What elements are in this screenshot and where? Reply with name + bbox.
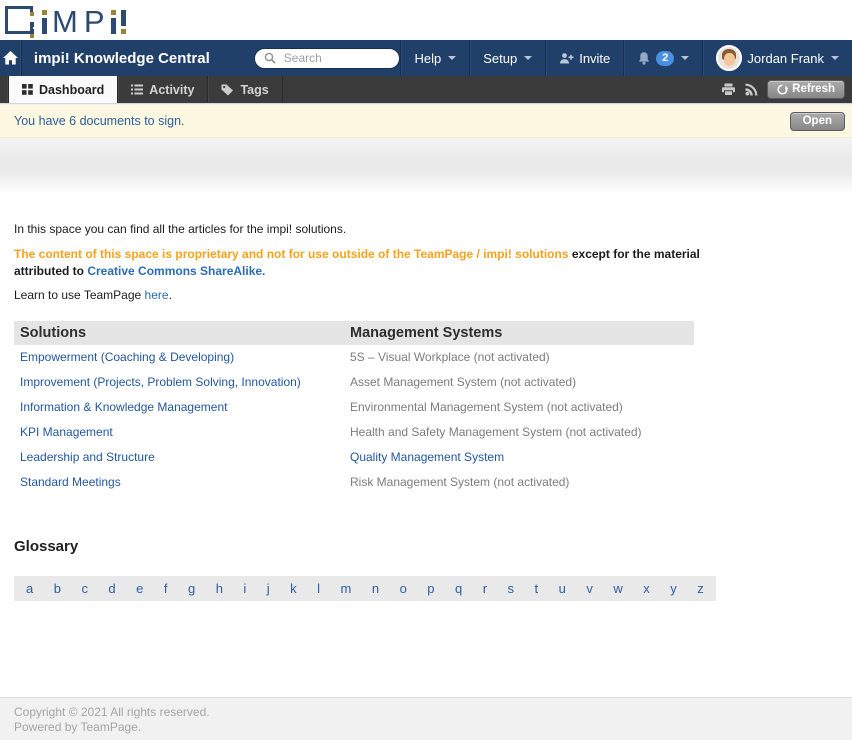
help-menu[interactable]: Help: [400, 40, 469, 76]
intro-paragraph: In this space you can find all the articles for the impi! solutions.: [14, 222, 347, 236]
setup-menu[interactable]: Setup: [469, 40, 545, 76]
column-header-solutions: Solutions: [20, 324, 87, 341]
glossary-letter-d[interactable]: d: [108, 580, 116, 596]
glossary-letter-w[interactable]: w: [613, 580, 623, 596]
documents-to-sign-banner: [0, 105, 852, 138]
glossary-letter-f[interactable]: f: [163, 580, 168, 596]
bell-icon: [637, 51, 651, 66]
glossary-letter-z[interactable]: z: [697, 580, 704, 596]
search-box[interactable]: [254, 48, 401, 69]
chevron-down-icon: [681, 56, 689, 60]
user-menu[interactable]: [702, 40, 852, 76]
glossary-letter-l[interactable]: l: [317, 580, 321, 596]
table-row: [14, 470, 694, 495]
management-system-inactive: Health and Safety Management System (not activated): [350, 425, 642, 440]
glossary-title: Glossary: [14, 537, 79, 555]
glossary-letter-t[interactable]: t: [534, 580, 539, 596]
chevron-down-icon: [524, 56, 532, 60]
proprietary-notice-highlight: The content of this space is proprietary and not for use outside of the TeamPage / impi! solutions: [14, 247, 569, 262]
page-footer: [0, 697, 852, 740]
glossary-letter-y[interactable]: y: [670, 580, 677, 596]
glossary-letter-a[interactable]: a: [26, 580, 34, 596]
chevron-down-icon: [448, 56, 456, 60]
proprietary-notice: The content of this space is proprietary and not for use outside of the TeamPage / impi! solutions except for the material attributed to Creative Commons ShareAlike.: [14, 247, 700, 278]
navbar-right: [400, 40, 852, 76]
tag-icon: [221, 84, 234, 96]
activity-list-icon: [131, 84, 143, 95]
glossary-letter-e[interactable]: e: [136, 580, 144, 596]
tab-tags[interactable]: Tags: [208, 76, 282, 103]
glossary-alphabet-band: [14, 576, 716, 601]
management-system-inactive: 5S – Visual Workplace (not activated): [350, 350, 550, 365]
glossary-letter-r[interactable]: r: [482, 580, 488, 596]
table-row: [14, 370, 694, 395]
tab-bar-tools: [721, 76, 852, 103]
dashboard-content: [0, 192, 852, 601]
glossary-letter-s[interactable]: s: [507, 580, 515, 596]
solution-link[interactable]: Information & Knowledge Management: [20, 400, 228, 415]
dashboard-grid-icon: [22, 84, 33, 95]
impi-logo-square-icon: [5, 6, 33, 34]
management-system-inactive: Risk Management System (not activated): [350, 475, 570, 490]
column-header-management-systems: Management Systems: [350, 324, 503, 341]
glossary-letter-x[interactable]: x: [643, 580, 650, 596]
solution-link[interactable]: Empowerment (Coaching & Developing): [20, 350, 235, 365]
rss-icon[interactable]: [745, 83, 758, 96]
table-row: [14, 420, 694, 445]
glossary-letter-b[interactable]: b: [53, 580, 61, 596]
tab-dashboard[interactable]: Dashboard: [9, 76, 118, 103]
collapsed-header-band: [0, 138, 852, 192]
glossary-letter-c[interactable]: c: [81, 580, 88, 596]
solutions-table-body: [14, 345, 694, 495]
management-system-link[interactable]: Quality Management System: [350, 450, 505, 465]
solution-link[interactable]: Standard Meetings: [20, 475, 121, 490]
tab-bar: [0, 76, 852, 103]
creative-commons-link[interactable]: Creative Commons ShareAlike.: [87, 263, 266, 278]
table-row: [14, 395, 694, 420]
solutions-table-header: [14, 321, 694, 345]
glossary-letter-p[interactable]: p: [427, 580, 435, 596]
notification-count-badge: 2: [656, 51, 674, 66]
top-navbar: [0, 40, 852, 76]
space-title[interactable]: impi! Knowledge Central: [33, 49, 210, 67]
open-button[interactable]: Open: [790, 112, 845, 131]
glossary-letter-u[interactable]: u: [558, 580, 566, 596]
glossary-letter-i[interactable]: i: [243, 580, 247, 596]
learn-teampage-line: Learn to use TeamPage here.: [14, 287, 172, 302]
glossary-letter-q[interactable]: q: [455, 580, 463, 596]
glossary-letter-k[interactable]: k: [290, 580, 297, 596]
user-name: Jordan Frank: [747, 50, 824, 66]
logo-band: [0, 0, 852, 40]
refresh-button[interactable]: Refresh: [767, 80, 845, 99]
glossary-letter-m[interactable]: m: [340, 580, 352, 596]
refresh-icon: [777, 84, 788, 95]
notifications-menu[interactable]: [623, 40, 702, 76]
search-input[interactable]: [282, 50, 391, 66]
management-system-inactive: Environmental Management System (not activated): [350, 400, 623, 415]
avatar: [716, 45, 742, 71]
tab-activity[interactable]: Activity: [118, 76, 208, 103]
invite-button[interactable]: Invite: [545, 40, 623, 76]
print-icon[interactable]: [721, 83, 736, 96]
home-button[interactable]: [0, 40, 22, 76]
glossary-letter-o[interactable]: o: [399, 580, 407, 596]
impi-logo[interactable]: [5, 4, 126, 40]
glossary-letter-v[interactable]: v: [586, 580, 593, 596]
search-icon: [264, 52, 276, 64]
impi-logo-wordmark: M P: [42, 10, 126, 34]
glossary-letter-j[interactable]: j: [266, 580, 270, 596]
glossary-letter-n[interactable]: n: [371, 580, 380, 596]
chevron-down-icon: [831, 56, 839, 60]
solutions-table: [14, 321, 694, 495]
management-system-inactive: Asset Management System (not activated): [350, 375, 577, 390]
table-row: [14, 445, 694, 470]
invite-person-icon: [559, 52, 574, 65]
powered-by-line: Powered by TeamPage.: [14, 720, 142, 734]
banner-text: You have 6 documents to sign.: [14, 114, 185, 128]
teampage-help-link[interactable]: here: [144, 287, 169, 302]
solution-link[interactable]: Improvement (Projects, Problem Solving, Innovation): [20, 375, 301, 390]
home-icon: [2, 50, 19, 66]
copyright-line: Copyright © 2021 All rights reserved.: [14, 705, 210, 719]
solution-link[interactable]: Leadership and Structure: [20, 450, 155, 465]
solution-link[interactable]: KPI Management: [20, 425, 113, 440]
glossary-letter-g[interactable]: g: [187, 580, 196, 596]
table-row: [14, 345, 694, 370]
tab-bar-lead: [0, 76, 9, 103]
glossary-letter-h[interactable]: h: [215, 580, 223, 596]
